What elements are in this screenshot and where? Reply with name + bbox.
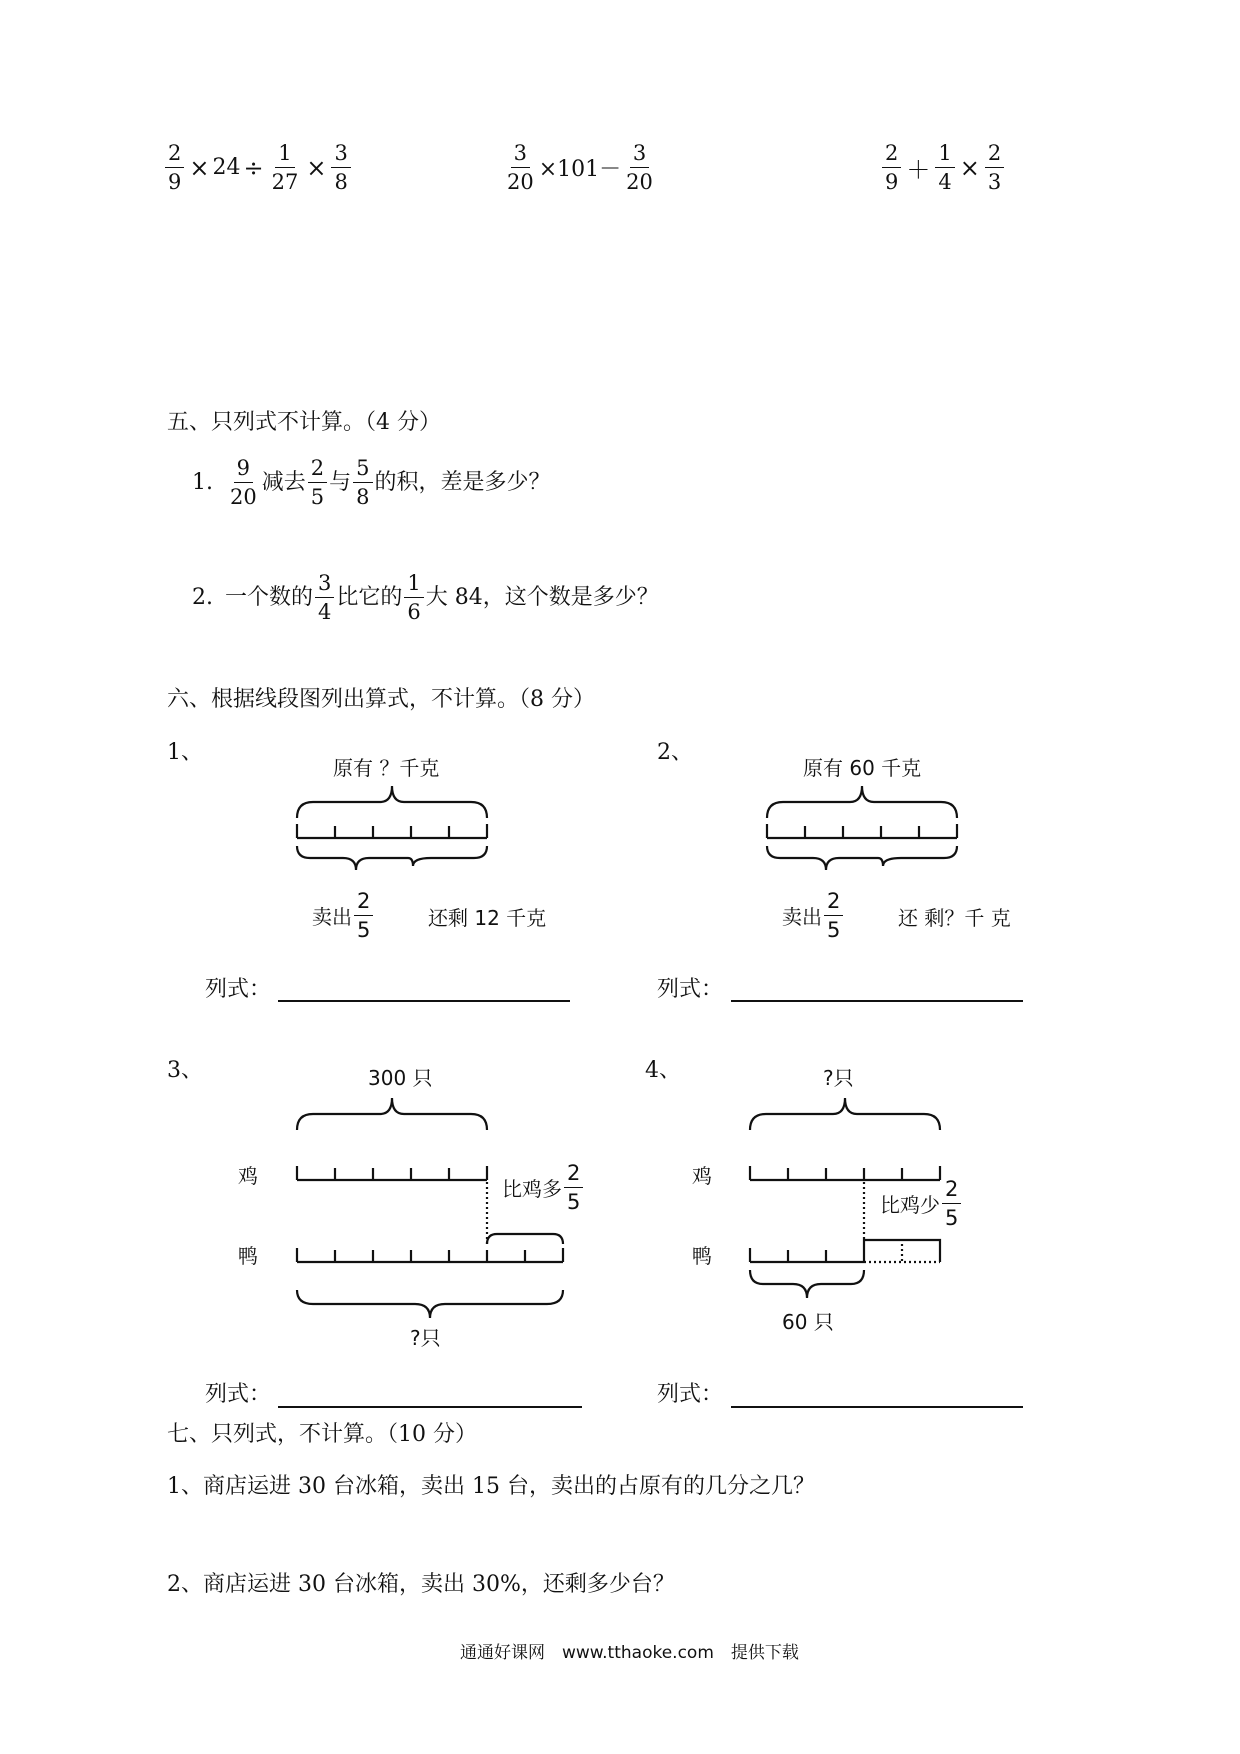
duck-line bbox=[750, 1238, 864, 1262]
diagram-2-number: 2、 bbox=[657, 740, 693, 765]
segment-line bbox=[767, 824, 957, 838]
diagram-3-formula-label: 列式： bbox=[205, 1382, 272, 1407]
footer-credit: 通通好课网 www.tthaoke.com 提供下载 bbox=[460, 1643, 799, 1663]
fraction: $\frac{1}{4}$ bbox=[935, 140, 954, 195]
s7-question-2: 2、商店运进 30 台冰箱，卖出 30%，还剩多少台？ bbox=[167, 1572, 675, 1597]
diagram-2-remaining-label: 还 剩？千 克 bbox=[898, 906, 1011, 930]
bottom-brace-left bbox=[297, 846, 400, 870]
fraction: $\frac{3}{8}$ bbox=[331, 140, 350, 195]
top-brace bbox=[750, 1098, 940, 1130]
diagram-4-compare-label: 比鸡少 $\frac{2}{5}$ bbox=[880, 1176, 963, 1231]
diagram-3-top-label: 300 只 bbox=[368, 1066, 433, 1090]
diagram-3-chicken-label: 鸡 bbox=[238, 1164, 258, 1188]
fraction: $\frac{2}{3}$ bbox=[985, 140, 1004, 195]
diagram-3-answer-line[interactable] bbox=[278, 1406, 582, 1408]
fraction: $\frac{9}{20}$ bbox=[230, 456, 257, 509]
s5-question-2: 2. 一个数的 $\frac{3}{4}$ 比它的 $\frac{1}{6}$ 大 84，这个数是多少？ bbox=[192, 571, 659, 624]
diagram-4-bottom-label: 60 只 bbox=[782, 1310, 834, 1334]
expression-1: $\frac{2}{9}$ × 24 ÷ $\frac{1}{27}$ × $\frac{3}{8}$ bbox=[163, 140, 353, 195]
fraction: $\frac{2}{5}$ bbox=[308, 455, 327, 510]
fraction: $\frac{5}{8}$ bbox=[353, 455, 372, 510]
section-6-heading: 六、根据线段图列出算式，不计算。（8 分） bbox=[167, 687, 595, 712]
diagram-1-formula-label: 列式： bbox=[205, 977, 272, 1002]
fraction: $\frac{2}{5}$ bbox=[942, 1176, 961, 1231]
section-5-heading: 五、只列式不计算。（4 分） bbox=[167, 410, 441, 435]
diagram-4-duck-label: 鸭 bbox=[692, 1244, 712, 1268]
diagram-4-number: 4、 bbox=[645, 1058, 681, 1083]
section-7-heading: 七、只列式，不计算。（10 分） bbox=[167, 1422, 477, 1447]
extra-brace bbox=[487, 1234, 563, 1244]
fraction: $\frac{2}{9}$ bbox=[882, 140, 901, 195]
fraction: $\frac{2}{9}$ bbox=[165, 140, 184, 195]
diagram-2-top-label: 原有 60 千克 bbox=[803, 756, 922, 780]
top-brace bbox=[767, 786, 957, 818]
diagram-3-compare-label: 比鸡多 $\frac{2}{5}$ bbox=[502, 1160, 585, 1215]
fraction: $\frac{1}{6}$ bbox=[404, 570, 423, 625]
fraction: $\frac{2}{5}$ bbox=[564, 1160, 583, 1215]
expression-2: $\frac{3}{20}$ ×101－ $\frac{3}{20}$ bbox=[502, 140, 658, 195]
bottom-brace-right bbox=[400, 846, 487, 866]
diagram-4-formula-label: 列式： bbox=[657, 1382, 724, 1407]
diagram-4-chicken-label: 鸡 bbox=[692, 1164, 712, 1188]
diagram-1-number: 1、 bbox=[167, 740, 203, 765]
fraction: $\frac{3}{20}$ bbox=[507, 141, 534, 194]
diagram-2-answer-line[interactable] bbox=[731, 1000, 1023, 1002]
diagram-4-top-label: ?只 bbox=[823, 1066, 854, 1090]
top-brace bbox=[297, 786, 487, 818]
bottom-brace bbox=[297, 1290, 563, 1318]
diagram-2-sold-label: 卖出 $\frac{2}{5}$ bbox=[782, 888, 845, 943]
expression-3: $\frac{2}{9}$ ＋ $\frac{1}{4}$ × $\frac{2}{3}$ bbox=[880, 140, 1006, 195]
diagram-3-number: 3、 bbox=[167, 1058, 203, 1083]
fraction: $\frac{1}{27}$ bbox=[271, 141, 299, 194]
diagram-4-answer-line[interactable] bbox=[731, 1406, 1023, 1408]
s5-question-1: 1. $\frac{9}{20}$ 减去 $\frac{2}{5}$ 与 $\frac{5}{8}$ 的积，差是多少？ bbox=[192, 456, 551, 509]
diagram-2-formula-label: 列式： bbox=[657, 977, 724, 1002]
chicken-line bbox=[297, 1166, 487, 1180]
fraction: $\frac{3}{20}$ bbox=[626, 141, 653, 194]
top-brace bbox=[297, 1098, 487, 1130]
bottom-brace-right bbox=[870, 846, 957, 866]
s7-question-1: 1、商店运进 30 台冰箱，卖出 15 台，卖出的占原有的几分之几？ bbox=[167, 1474, 815, 1499]
diagram-1-remaining-label: 还剩 12 千克 bbox=[428, 906, 547, 930]
diagram-1-sold-label: 卖出 $\frac{2}{5}$ bbox=[312, 888, 375, 943]
bottom-brace-left bbox=[767, 846, 870, 870]
bottom-brace bbox=[750, 1270, 864, 1298]
duck-line bbox=[297, 1248, 563, 1262]
fraction: $\frac{2}{5}$ bbox=[824, 888, 843, 943]
diagram-1-top-label: 原有 ？千克 bbox=[333, 756, 440, 780]
diagram-3-duck-label: 鸭 bbox=[238, 1244, 258, 1268]
diagram-1-answer-line[interactable] bbox=[278, 1000, 570, 1002]
fraction: $\frac{3}{4}$ bbox=[315, 570, 334, 625]
diagram-3-bottom-label: ?只 bbox=[410, 1326, 441, 1350]
fraction: $\frac{2}{5}$ bbox=[354, 888, 373, 943]
segment-line bbox=[297, 824, 487, 838]
